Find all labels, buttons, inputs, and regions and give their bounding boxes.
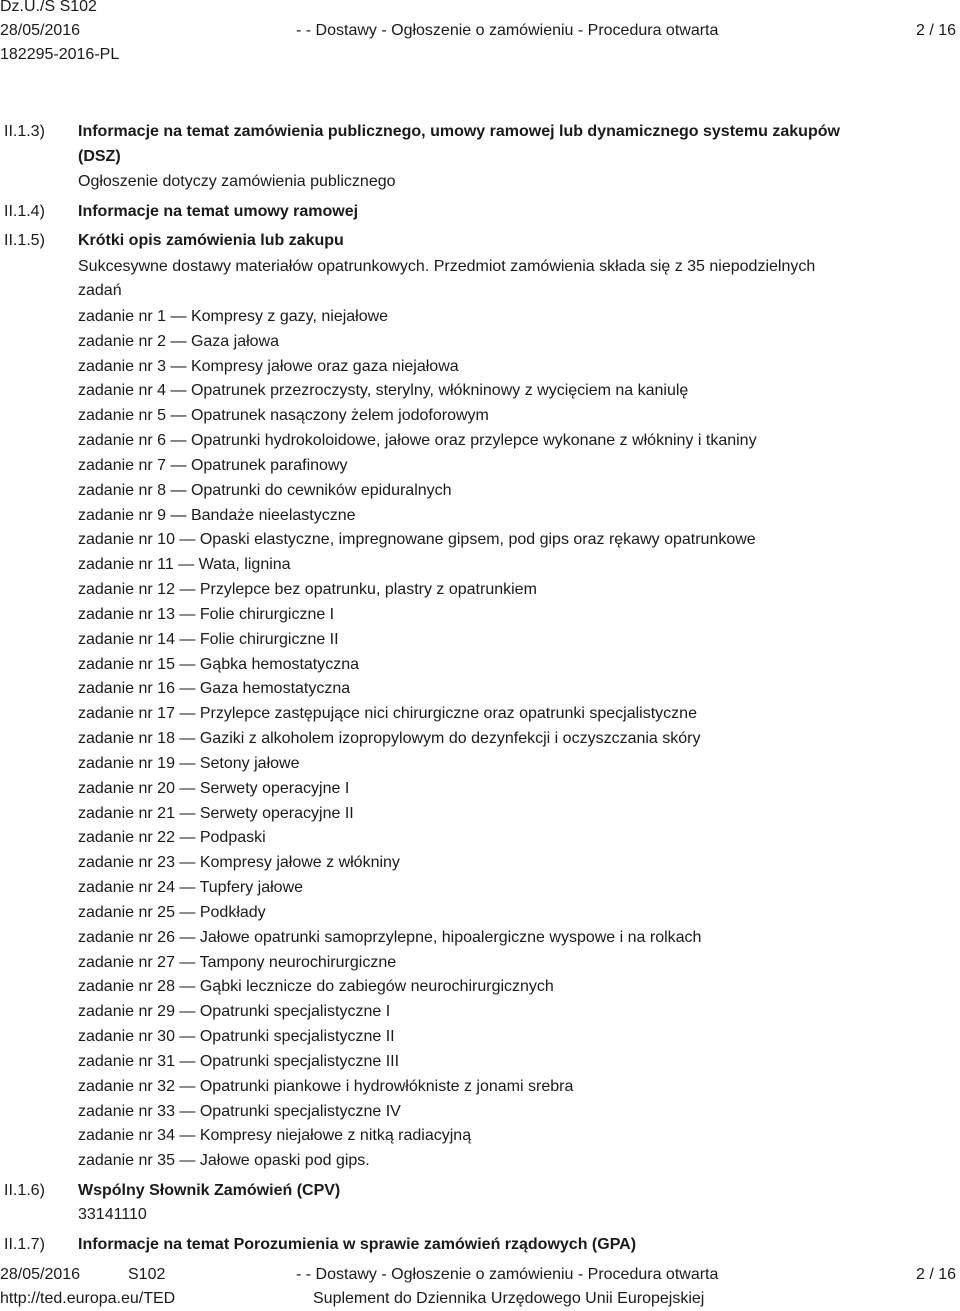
task-item: zadanie nr 28 — Gąbki lecznicze do zabiegów neurochirurgicznych [78, 978, 554, 996]
header-row-2 [0, 22, 960, 42]
task-item: zadanie nr 33 — Opatrunki specjalistyczne IV [78, 1102, 401, 1120]
task-item: zadanie nr 22 — Podpaski [78, 829, 266, 847]
header-row-1 [0, 0, 960, 18]
task-item: zadanie nr 25 — Podkłady [78, 903, 266, 921]
footer-row-2 [0, 1290, 960, 1310]
section-title-continued: (DSZ) [78, 148, 121, 165]
footer-url: http://ted.europa.eu/TED [0, 1290, 176, 1307]
task-item: zadanie nr 18 — Gaziki z alkoholem izopropylowym do dezynfekcji i oczyszczania skóry [78, 730, 701, 748]
task-item: zadanie nr 16 — Gaza hemostatyczna [78, 680, 351, 698]
task-item: zadanie nr 14 — Folie chirurgiczne II [78, 630, 339, 648]
header-journal-ref: Dz.U./S S102 [0, 0, 97, 15]
task-item: zadanie nr 11 — Wata, lignina [78, 556, 291, 574]
task-item: zadanie nr 20 — Serwety operacyjne I [78, 779, 350, 797]
section-number: II.1.6) [4, 1182, 45, 1199]
header-date: 28/05/2016 [0, 22, 81, 39]
footer-row-1 [0, 1266, 960, 1286]
task-item: zadanie nr 10 — Opaski elastyczne, impregnowane gipsem, pod gips oraz rękawy opatrunkowe [78, 531, 756, 549]
task-list [78, 305, 757, 1174]
section-title: Informacje na temat Porozumienia w sprawie zamówień rządowych (GPA) [78, 1236, 637, 1253]
task-item: zadanie nr 32 — Opatrunki piankowe i hydrowłókniste z jonami srebra [78, 1077, 574, 1095]
task-item: zadanie nr 29 — Opatrunki specjalistyczne I [78, 1003, 391, 1021]
section-title: Wspólny Słownik Zamówień (CPV) [78, 1182, 341, 1199]
description-intro-continued: zadań [78, 282, 122, 299]
section-number: II.1.4) [4, 203, 45, 220]
header-row-3 [0, 46, 960, 66]
section-number: II.1.7) [4, 1236, 45, 1253]
task-item: zadanie nr 2 — Gaza jałowa [78, 332, 279, 350]
section-number: II.1.5) [4, 232, 45, 249]
task-item: zadanie nr 6 — Opatrunki hydrokoloidowe, jałowe oraz przylepce wykonane z włókniny i tkaniny [78, 432, 757, 450]
task-item: zadanie nr 35 — Jałowe opaski pod gips. [78, 1152, 370, 1170]
footer-code: S102 [128, 1266, 166, 1283]
task-item: zadanie nr 21 — Serwety operacyjne II [78, 804, 354, 822]
task-item: zadanie nr 27 — Tampony neurochirurgiczne [78, 953, 397, 971]
footer-page-number: 2 / 16 [915, 1266, 956, 1283]
task-item: zadanie nr 8 — Opatrunki do cewników epiduralnych [78, 481, 452, 499]
task-item: zadanie nr 1 — Kompresy z gazy, niejałowe [78, 308, 389, 325]
header-title: - - Dostawy - Ogłoszenie o zamówieniu - Procedura otwarta [296, 22, 719, 39]
task-item: zadanie nr 9 — Bandaże nieelastyczne [78, 506, 356, 524]
footer-date: 28/05/2016 [0, 1266, 81, 1283]
task-item: zadanie nr 12 — Przylepce bez opatrunku, plastry z opatrunkiem [78, 581, 537, 599]
footer-supplement: Suplement do Dziennika Urzędowego Unii Europejskiej [313, 1290, 705, 1307]
task-item: zadanie nr 30 — Opatrunki specjalistyczne II [78, 1028, 395, 1046]
task-item: zadanie nr 7 — Opatrunek parafinowy [78, 456, 348, 474]
task-item: zadanie nr 5 — Opatrunek nasączony żelem jodoforowym [78, 407, 489, 425]
task-item: zadanie nr 15 — Gąbka hemostatyczna [78, 655, 360, 673]
task-item: zadanie nr 19 — Setony jałowe [78, 754, 300, 772]
cpv-code: 33141110 [78, 1206, 147, 1223]
task-item: zadanie nr 4 — Opatrunek przezroczysty, sterylny, włókninowy z wycięciem na kaniulę [78, 382, 689, 400]
section-title: Informacje na temat umowy ramowej [78, 203, 359, 220]
task-item: zadanie nr 17 — Przylepce zastępujące nici chirurgiczne oraz opatrunki specjalistyczne [78, 705, 697, 723]
section-title: Informacje na temat zamówienia publicznego, umowy ramowej lub dynamicznego systemu zakupów [78, 123, 840, 140]
description-intro: Sukcesywne dostawy materiałów opatrunkowych. Przedmiot zamówienia składa się z 35 niepodzielnych [78, 258, 816, 275]
task-item: zadanie nr 23 — Kompresy jałowe z włókniny [78, 854, 400, 872]
header-page-number: 2 / 16 [915, 22, 956, 39]
task-item: zadanie nr 26 — Jałowe opatrunki samoprzylepne, hipoalergiczne wyspowe i na rolkach [78, 928, 702, 946]
task-item: zadanie nr 24 — Tupfery jałowe [78, 879, 304, 897]
footer-title: - - Dostawy - Ogłoszenie o zamówieniu - Procedura otwarta [296, 1266, 719, 1283]
section-title: Krótki opis zamówienia lub zakupu [78, 232, 344, 249]
section-number: II.1.3) [4, 123, 45, 140]
task-item: zadanie nr 3 — Kompresy jałowe oraz gaza niejałowa [78, 357, 459, 375]
task-item: zadanie nr 34 — Kompresy niejałowe z nitką radiacyjną [78, 1127, 472, 1145]
header-doc-id: 182295-2016-PL [0, 46, 120, 63]
task-item: zadanie nr 31 — Opatrunki specjalistyczne III [78, 1052, 400, 1070]
section-value: Ogłoszenie dotyczy zamówienia publicznego [78, 173, 396, 190]
task-item: zadanie nr 13 — Folie chirurgiczne I [78, 605, 335, 623]
